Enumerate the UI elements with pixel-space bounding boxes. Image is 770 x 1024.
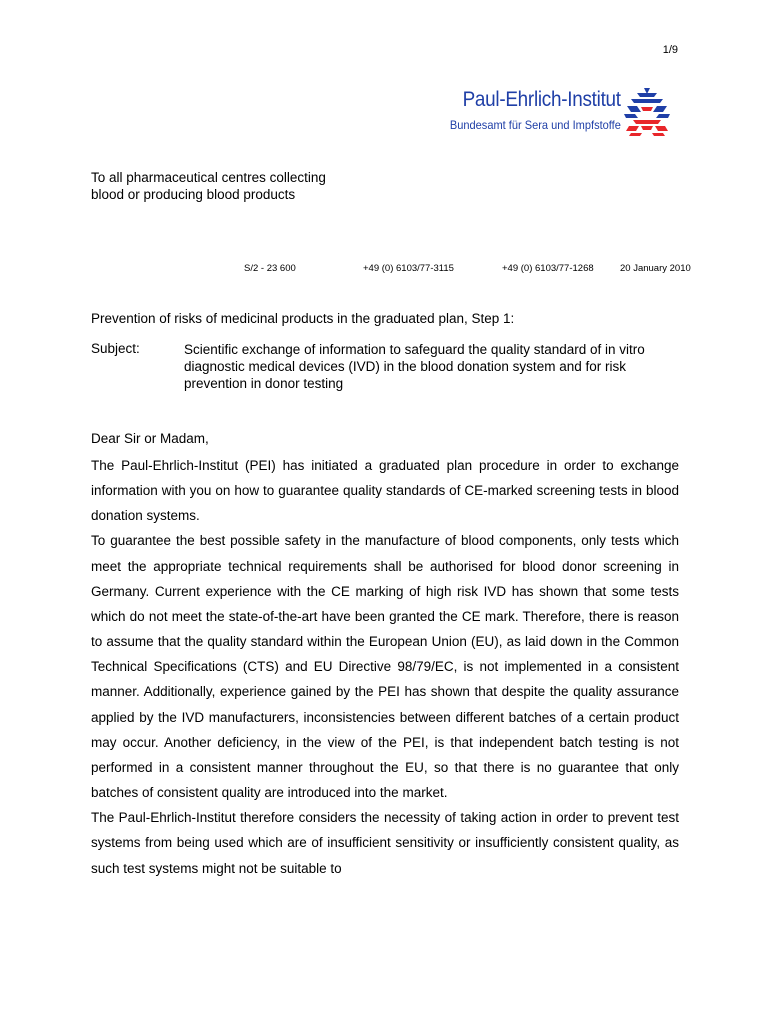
recipient-line: blood or producing blood products (91, 187, 296, 202)
subject-label: Subject: (91, 341, 140, 356)
institute-logo (395, 85, 685, 145)
institute-subtitle: Bundesamt für Sera und Impfstoffe (449, 118, 621, 132)
letter-body (91, 453, 679, 881)
subject-text: Scientific exchange of information to safeguard the quality standard of in vitro diagnostic medical devices (IVD) in the blood donation system and for risk prevention in donor testing (184, 342, 645, 391)
reference-code: S/2 - 23 600 (244, 263, 296, 274)
page-number: 1/9 (662, 44, 678, 56)
salutation: Dear Sir or Madam, (91, 431, 209, 446)
letter-date: 20 January 2010 (620, 263, 691, 274)
body-paragraph: The Paul-Ehrlich-Institut therefore considers the necessity of taking action in order to prevent test systems from being used which are of insufficient sensitivity or insufficiently consistent quality, as such test systems might not be suitable to (91, 810, 679, 876)
reference-fax: +49 (0) 6103/77-1268 (502, 263, 594, 274)
letter-heading: Prevention of risks of medicinal products in the graduated plan, Step 1: (91, 311, 515, 326)
recipient-address (91, 169, 326, 203)
recipient-line: To all pharmaceutical centres collecting (91, 170, 326, 185)
pei-emblem-icon (623, 85, 671, 137)
reference-phone: +49 (0) 6103/77-3115 (363, 263, 454, 274)
institute-name: Paul-Ehrlich-Institut (462, 88, 621, 111)
body-paragraph: The Paul-Ehrlich-Institut (PEI) has initiated a graduated plan procedure in order to exchange information with you on how to guarantee quality standards of CE-marked screening tests in blood donation systems. (91, 458, 679, 524)
body-paragraph: To guarantee the best possible safety in the manufacture of blood components, only tests which meet the appropriate technical requirements shall be authorised for blood donor screening in Germany. Current experience with the CE marking of high risk IVD has shown that some tests which do not meet the state-of-the-art have been granted the CE mark. Therefore, there is reason to assume that the quality standard within the European Union (EU), as laid down in the Common Technical Specifications (CTS) and EU Directive 98/79/EC, is not implemented in a consistent manner. Additionally, experience gained by the PEI has shown that despite the quality assurance applied by the IVD manufacturers, inconsistencies between different batches of a certain product may occur. Another deficiency, in the view of the PEI, is that independent batch testing is not performed in a consistent manner throughout the EU, so that there is no guarantee that only batches of consistent quality are introduced into the market. (91, 533, 679, 801)
